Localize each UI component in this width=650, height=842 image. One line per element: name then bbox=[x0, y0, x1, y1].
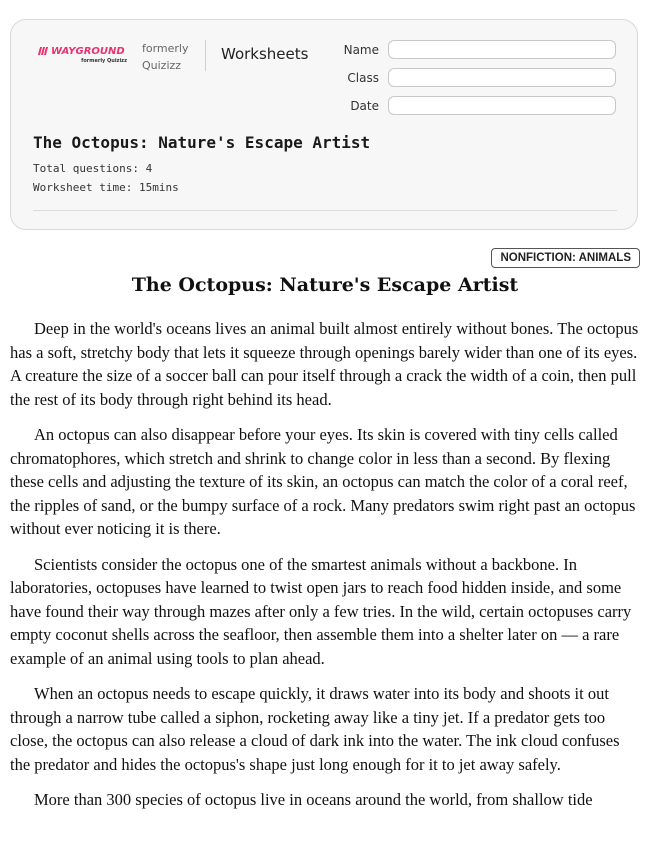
name-label: Name bbox=[343, 43, 379, 57]
article-paragraph: Scientists consider the octopus one of the smartest animals without a backbone. In laboratories, octopuses have learned to twist open jars to reach food hidden inside, and some have found their way through mazes after only a few tries. In the wild, certain octopuses carry empty coconut shells across the seafloor, then assemble them into a shelter later on — a rare example of an animal using tools to plan ahead. bbox=[10, 554, 632, 668]
wayground-logo bbox=[39, 46, 127, 64]
worksheet-title: The Octopus: Nature's Escape Artist bbox=[33, 133, 371, 152]
date-input[interactable] bbox=[388, 96, 616, 115]
date-label: Date bbox=[350, 99, 379, 113]
section-title: Worksheets bbox=[221, 45, 309, 63]
worksheet-time: Worksheet time: 15mins bbox=[33, 181, 179, 194]
article-paragraph: More than 300 species of octopus live in oceans around the world, from shallow tide bbox=[34, 790, 593, 809]
article-title: The Octopus: Nature's Escape Artist bbox=[131, 274, 519, 296]
class-input[interactable] bbox=[388, 68, 616, 87]
logo-text: WAYGROUND bbox=[51, 46, 125, 57]
formerly-quizizz-label: formerly Quizizz bbox=[142, 42, 189, 72]
article-paragraph: Deep in the world's oceans lives an animal built almost entirely without bones. The octopus has a soft, stretchy body that lets it squeeze through openings barely wider than one of its eyes. A creature the size of a soccer ball can pour itself through a crack the width of a coin, then pull the rest of its body through right behind its head. bbox=[10, 319, 639, 409]
total-questions: Total questions: 4 bbox=[33, 162, 153, 175]
header-divider bbox=[205, 40, 206, 71]
article-paragraph: An octopus can also disappear before your eyes. Its skin is covered with tiny cells called chromatophores, which stretch and shrink to change color in less than a second. By flexing these cells and adjusting the texture of its skin, an octopus can match the color of a coral reef, the ripples of sand, or the bumpy surface of a rock. Many predators swim right past an octopus without ever noticing it is there. bbox=[10, 425, 636, 538]
worksheet-header-card bbox=[10, 19, 638, 230]
class-label: Class bbox=[347, 71, 379, 85]
header-bottom-divider bbox=[33, 210, 617, 211]
genre-badge: NONFICTION: ANIMALS bbox=[491, 248, 640, 268]
name-input[interactable] bbox=[388, 40, 616, 59]
logo-subtext: formerly Quizizz bbox=[81, 58, 127, 64]
article-body bbox=[10, 317, 642, 824]
logo-bars-icon bbox=[39, 46, 48, 57]
article-paragraph: When an octopus needs to escape quickly, it draws water into its body and shoots it out through a narrow tube called a siphon, rocketing away like a tiny jet. If a predator gets too close, the octopus can also release a cloud of dark ink into the water. The ink cloud confuses the predator and hides the octopus's shape just long enough for it to jet away safely. bbox=[10, 684, 620, 774]
